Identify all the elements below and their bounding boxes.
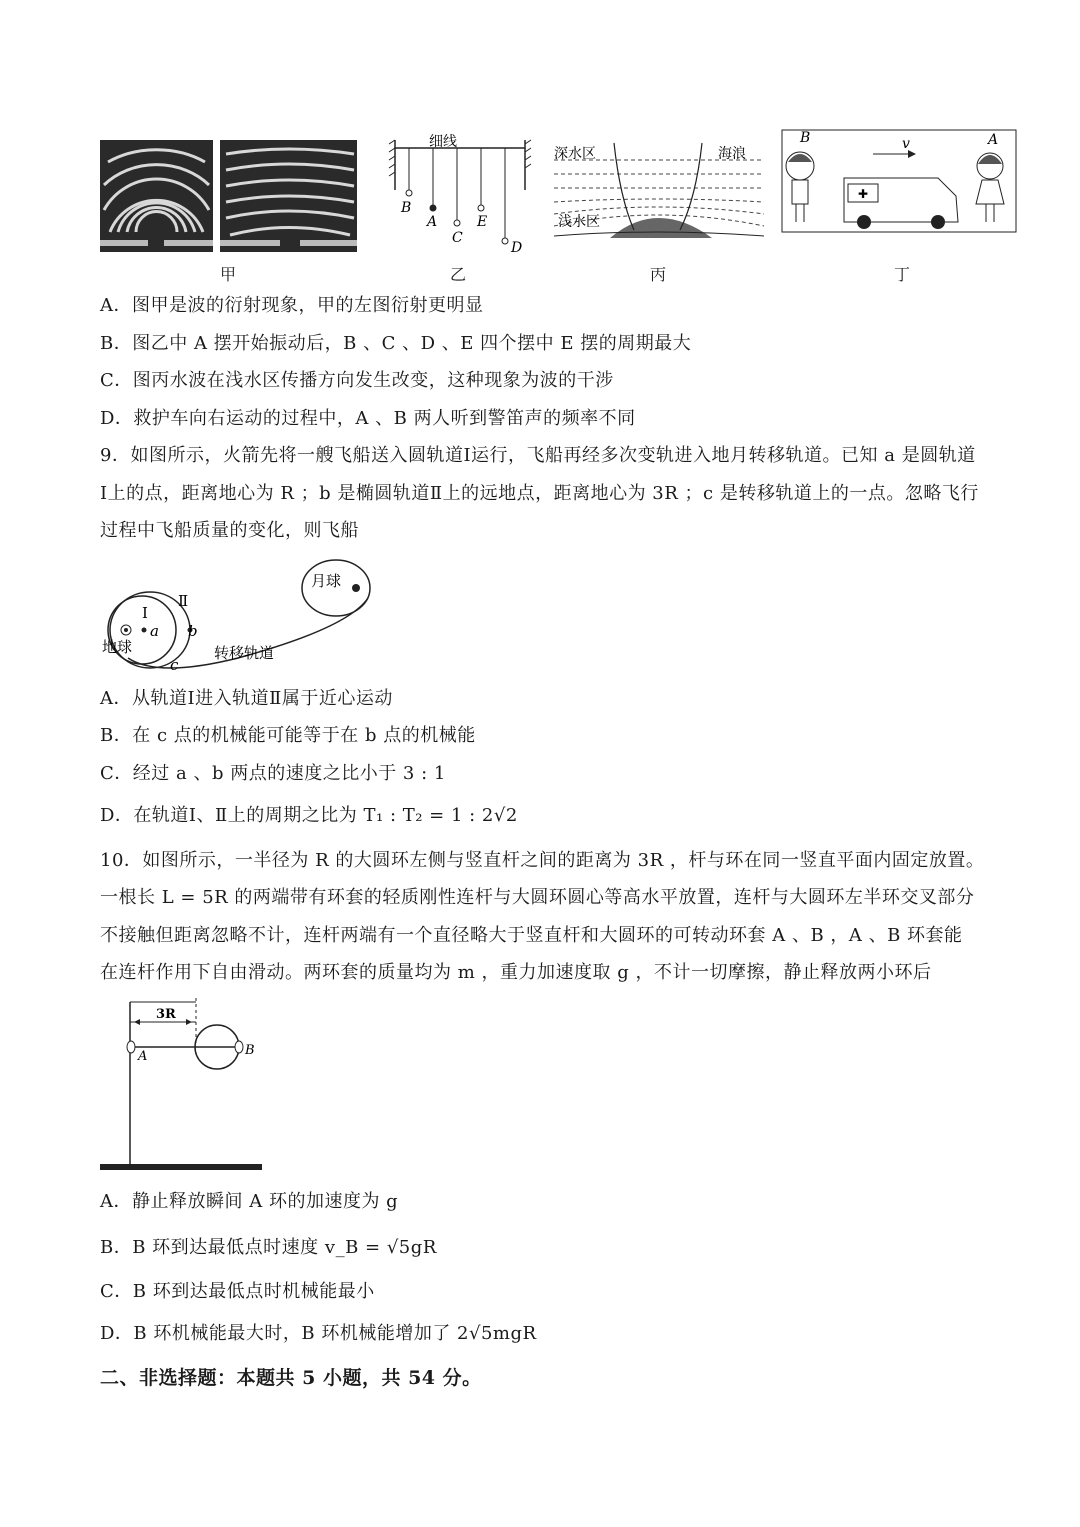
- q9-option-b: B．在 c 点的机械能可能等于在 b 点的机械能: [100, 725, 476, 746]
- q10-stem-line-4: 在连杆作用下自由滑动。两环套的质量均为 m ，重力加速度取 g ，不计一切摩擦，静止释放两小环后: [100, 962, 932, 983]
- caption-bing: 丙: [649, 265, 666, 284]
- cross-icon: ✚: [858, 187, 869, 201]
- figure-bing: [552, 138, 767, 248]
- q9-option-d: D．在轨道Ⅰ、Ⅱ上的周期之比为 T₁ : T₂ = 1 : 2√2: [100, 805, 518, 826]
- pendulum-label-c: C: [452, 230, 463, 246]
- q8-option-a: A．图甲是波的衍射现象，甲的左图衍射更明显: [100, 295, 484, 316]
- caption-ding: 丁: [893, 265, 910, 284]
- q10-stem-line-3: 不接触但距离忽略不计，连杆两端有一个直径略大于竖直杆和大圆环的可转动环套 A 、B ，A 、B 环套能: [100, 925, 963, 946]
- point-a-label: a: [150, 622, 159, 640]
- velocity-label: v: [902, 136, 910, 152]
- q10-option-c: C．B 环到达最低点时机械能最小: [100, 1281, 375, 1302]
- transfer-orbit-label: 转移轨道: [214, 644, 275, 662]
- wave-label: 海浪: [718, 146, 746, 162]
- caption-yi: 乙: [449, 265, 466, 284]
- ring-rod-diagram: [100, 996, 270, 1176]
- pendulum-label-d: D: [511, 240, 523, 256]
- orbit-diagram: [98, 558, 388, 676]
- shallow-water-label: 浅水区: [558, 214, 600, 230]
- q9-option-a: A．从轨道Ⅰ进入轨道Ⅱ属于近心运动: [100, 688, 393, 709]
- pendulum-label-a: A: [427, 214, 438, 230]
- ring-b-label: B: [245, 1043, 255, 1058]
- q8-option-d: D．救护车向右运动的过程中，A 、B 两人听到警笛声的频率不同: [100, 408, 636, 429]
- q10-stem-line-1: 10．如图所示，一半径为 R 的大圆环左侧与竖直杆之间的距离为 3R ，杆与环在同一竖直平面内固定放置。: [100, 850, 985, 871]
- q9-stem-line-3: 过程中飞船质量的变化，则飞船: [100, 520, 359, 541]
- orbit-2-label: Ⅱ: [178, 592, 189, 610]
- pendulum-label-e: E: [477, 214, 488, 230]
- q10-option-a: A．静止释放瞬间 A 环的加速度为 g: [100, 1191, 399, 1212]
- q9-figure: [98, 558, 388, 676]
- person-a-label: A: [988, 132, 999, 148]
- q10-figure: [100, 996, 270, 1176]
- q10-option-d: D．B 环机械能最大时，B 环机械能增加了 2√5mgR: [100, 1323, 537, 1344]
- refraction-diagram: [552, 138, 767, 248]
- q9-option-c: C．经过 a 、b 两点的速度之比小于 3 : 1: [100, 763, 446, 784]
- q9-stem-line-1: 9．如图所示，火箭先将一艘飞船送入圆轨道Ⅰ运行，飞船再经多次变轨进入地月转移轨道。已知 a 是圆轨道: [100, 445, 976, 466]
- q10-stem-line-2: 一根长 L = 5R 的两端带有环套的轻质刚性连杆与大圆环圆心等高水平放置，连杆与大圆环左半环交叉部分: [100, 887, 975, 908]
- q8-option-c: C．图丙水波在浅水区传播方向发生改变，这种现象为波的干涉: [100, 370, 614, 391]
- q8-option-b: B．图乙中 A 摆开始振动后，B 、C 、D 、E 四个摆中 E 摆的周期最大: [100, 333, 692, 354]
- deep-water-label: 深水区: [554, 146, 596, 162]
- figure-ding: [778, 126, 1020, 236]
- point-b-label: b: [188, 622, 198, 640]
- ambulance-diagram: [778, 126, 1020, 236]
- figure-yi: [385, 130, 535, 260]
- q10-option-b: B．B 环到达最低点时速度 v_B = √5gR: [100, 1237, 437, 1258]
- pendulum-label-b: B: [401, 200, 412, 216]
- orbit-1-label: Ⅰ: [142, 604, 148, 622]
- moon-label: 月球: [311, 572, 342, 590]
- distance-label: 3R: [156, 1007, 176, 1022]
- figure-jia: [100, 140, 357, 252]
- diffraction-photos: [100, 140, 357, 252]
- caption-jia: 甲: [219, 265, 236, 284]
- earth-label: 地球: [102, 638, 133, 656]
- q9-stem-line-2: Ⅰ上的点，距离地心为 R ；b 是椭圆轨道Ⅱ上的远地点，距离地心为 3R ；c 是转移轨道上的一点。忽略飞行: [100, 483, 979, 504]
- ring-a-label: A: [138, 1049, 148, 1064]
- point-c-label: c: [170, 656, 179, 674]
- person-b-label: B: [800, 130, 811, 146]
- section-2-heading: 二、非选择题：本题共 5 小题，共 54 分。: [100, 1367, 482, 1389]
- thread-label: 细线: [429, 134, 457, 150]
- pendulum-diagram: [385, 130, 535, 260]
